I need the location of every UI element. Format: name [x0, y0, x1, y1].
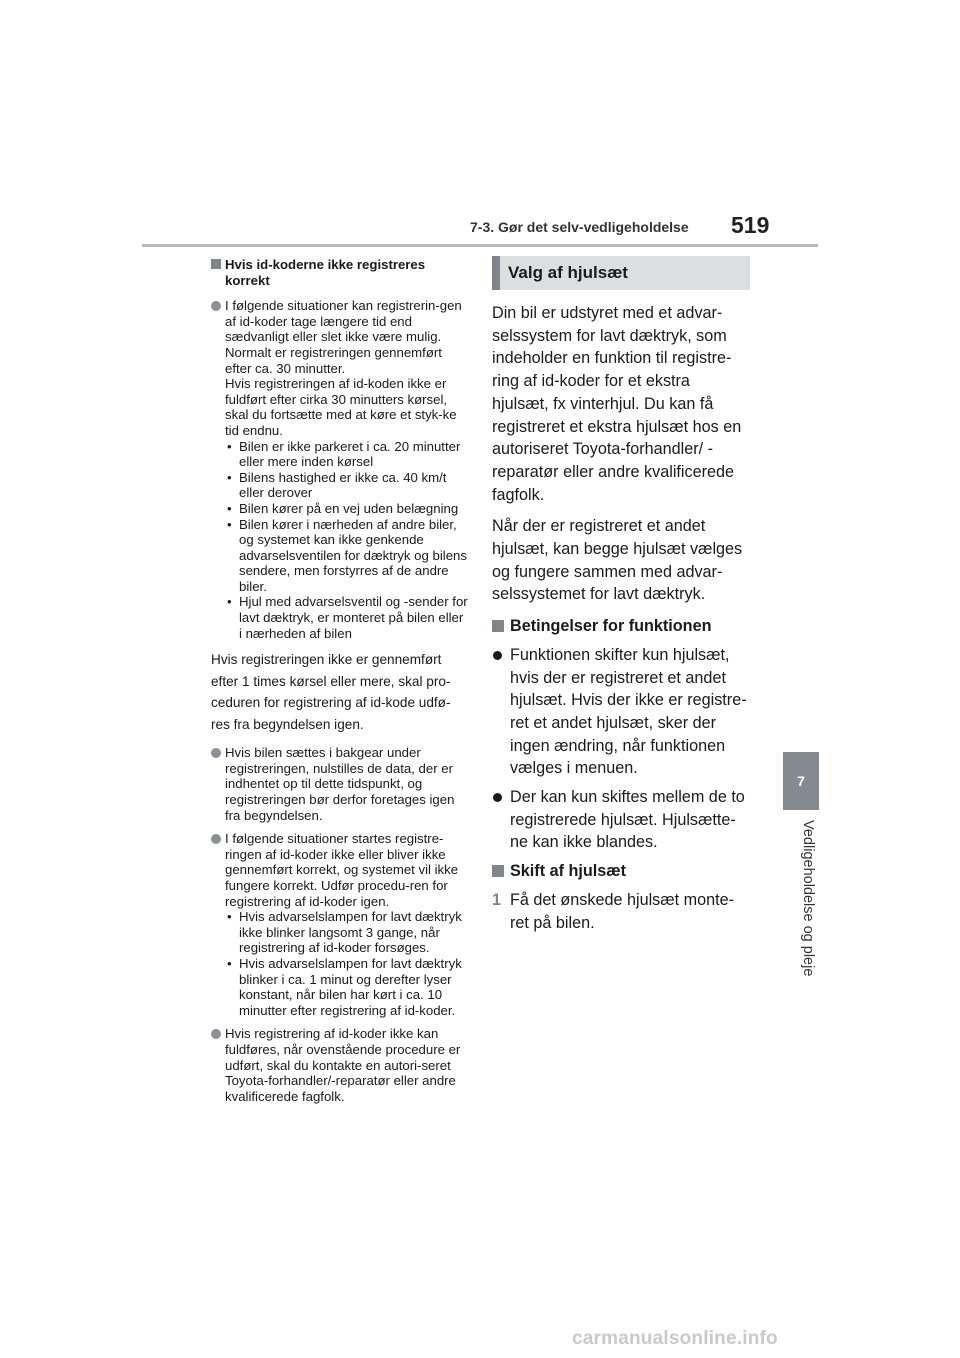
step-item — [492, 889, 750, 934]
list-item: Der kan kun skiftes mellem de to registrerede hjulsæt. Hjulsætte-ne kan ikke blandes. — [492, 786, 750, 854]
sub-list-item: • Hjul med advarselsventil og -sender for lavt dæktryk, er monteret på bilen eller i nærheden af bilen — [227, 594, 468, 641]
step-number: 1 — [492, 890, 502, 909]
sub-list-item: • Bilens hastighed er ikke ca. 40 km/t eller derover — [227, 469, 447, 501]
body-paragraph: Din bil er udstyret med et advar-selssystem for lavt dæktryk, som indeholder en funktion til registre-ring af id-koder for et ekstra hjulsæt, fx vinterhjul. Du kan få registreret et ekstra hjulsæt hos en autoriseret Toyota-forhandler/ -reparatør eller andre kvalificerede fagfolk. — [492, 304, 742, 504]
circle-bullet-icon — [211, 1029, 221, 1039]
subheading-conditions: Betingelser for funktionen — [492, 615, 750, 638]
chapter-tab — [783, 752, 819, 810]
sub-list-item: • Bilen kører på en vej uden belægning — [227, 500, 459, 516]
sub-list-item: • Bilen kører i nærheden af andre biler, og systemet kan ikke genkende advarselsventilen for dæktryk og bilens sendere, men forstyrres af de andre biler. — [227, 516, 467, 594]
subheading-switch-wheels: Skift af hjulsæt — [492, 860, 750, 883]
body-paragraph: Når der er registreret et andet hjulsæt, kan begge hjulsæt vælges og fungere sammen med advar-selssystemet for lavt dæktryk. — [492, 517, 743, 604]
step-text: Få det ønskede hjulsæt monte-ret på bilen. — [510, 890, 735, 932]
circle-bullet-icon — [211, 301, 221, 311]
footer-watermark: carmanualsonline.info — [572, 1328, 778, 1349]
circle-bullet-icon — [211, 834, 221, 844]
circle-bullet-icon — [493, 651, 502, 660]
list-item: I følgende situationer startes registre-ringen af id-koder ikke eller bliver ikke gennemført korrekt, og systemet vil ikke fungere korrekt. Udfør procedu-ren for registrering af id-koder igen. • Hvis advarselslampen for lavt dæktryk ikke blinker langsomt 3 gange, når registrering af id-koder forsøges. • Hvis advarselslampen for lavt dæktryk blinker i ca. 1 minut og derefter lyser konstant, når bilen har kørt i ca. 10 minutter efter registrering af id-koder. — [211, 831, 469, 1018]
page-number: 519 — [731, 212, 770, 238]
right-column — [492, 256, 750, 934]
chapter-number: 7 — [797, 773, 805, 789]
list-item: Hvis bilen sættes i bakgear under registreringen, nulstilles de data, der er indhentet op til dette tidspunkt, og registreringen bør derfor foretages igen fra begyndelsen. — [211, 745, 469, 823]
body-paragraph: Hvis registreringen ikke er gennemført efter 1 times kørsel eller mere, skal pro-ceduren for registrering af id-kode udfø-res fra begyndelsen igen. — [211, 652, 451, 732]
sub-list-item: • Hvis advarselslampen for lavt dæktryk blinker i ca. 1 minut og derefter lyser konstant, når bilen har kørt i ca. 10 minutter efter registrering af id-koder. — [227, 955, 462, 1018]
circle-bullet-icon — [211, 748, 221, 758]
section-title: 7-3. Gør det selv-vedligeholdelse — [470, 219, 689, 235]
sub-list-item: • Bilen er ikke parkeret i ca. 20 minutter eller mere inden kørsel — [227, 438, 461, 470]
chapter-label: Vedligeholdelse og pleje — [800, 820, 816, 977]
square-bullet-icon — [492, 620, 504, 632]
list-item: I følgende situationer kan registrerin-gen af id-koder tage længere tid end sædvanligt eller slet ikke være mulig. Normalt er registreringen gennemført efter ca. 30 minutter. Hvis registreringen af id-koden ikke er fuldført efter cirka 30 minutters kørsel, skal du fortsætte med at køre et styk-ke tid endnu. • Bilen er ikke parkeret i ca. 20 minutter eller mere inden kørsel • Bilens hastighed er ikke ca. 40 km/t eller derover • Bilen kører på en vej uden belægning • Bilen kører i nærheden af andre biler, og systemet kan ikke genkende advarselsventilen for dæktryk og bilens sendere, men forstyrres af de andre biler. • Hjul med advarselsventil og -sender for lavt dæktryk, er monteret på bilen eller i nærheden af bilen — [211, 298, 469, 641]
subheading-registration: Hvis id-koderne ikke registreres korrekt — [211, 257, 469, 288]
section-heading: Valg af hjulsæt — [492, 256, 750, 290]
left-column — [211, 257, 469, 1112]
header-divider — [142, 244, 818, 247]
list-item: Funktionen skifter kun hjulsæt, hvis der er registreret et andet hjulsæt. Hvis der ikke er registre-ret et andet hjulsæt, sker der ingen ændring, når funktionen vælges i menuen. — [492, 644, 750, 780]
square-bullet-icon — [492, 865, 504, 877]
square-bullet-icon — [211, 259, 221, 269]
sub-list-item: • Hvis advarselslampen for lavt dæktryk ikke blinker langsomt 3 gange, når registrering af id-koder forsøges. — [227, 909, 462, 956]
circle-bullet-icon — [493, 793, 502, 802]
list-item: Hvis registrering af id-koder ikke kan fuldføres, når ovenstående procedure er udført, skal du kontakte en autori-seret Toyota-forhandler/-reparatør eller andre kvalificerede fagfolk. — [211, 1026, 469, 1104]
